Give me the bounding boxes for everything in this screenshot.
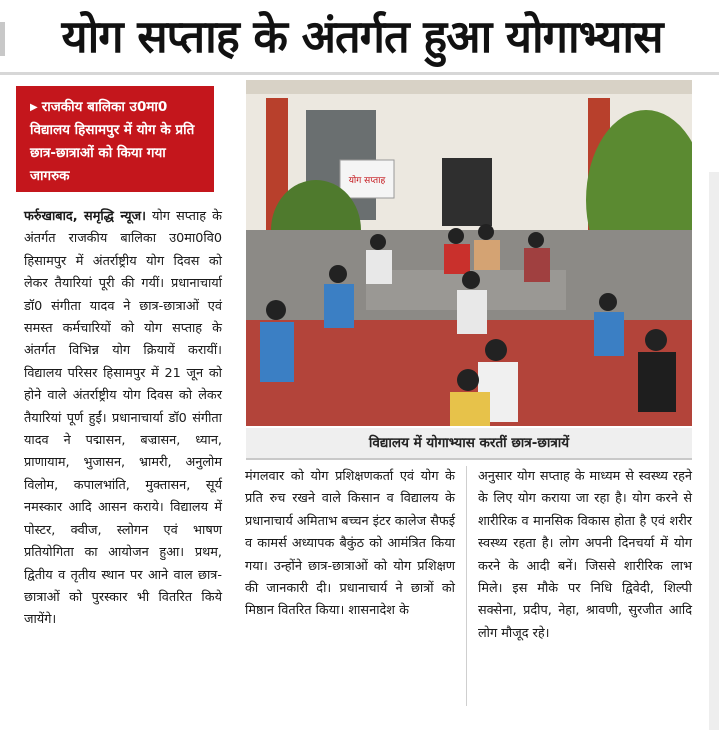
headline-rule [0,72,719,75]
page-edge-shadow [709,172,719,730]
article-column-2: मंगलवार को योग प्रशिक्षणकर्ता एवं योग के प्रति रुच रखने वाले किसान व विद्यालय के प्रधानाचार्य अमिताभ बच्चन इंटर कालेज सैफई व कामर्स अध्यापक बैकुंठ को आमंत्रित किया गया। उन्होंने छात्र-छात्राओं को योग प्रशिक्षण की जानकारी दी। प्रधानाचार्य ने छात्रों को मिष्ठान वितरित किया। शासनादेश के [245,469,455,619]
dateline: फर्रुखाबाद, समृद्धि न्यूज। [24,209,146,224]
headline: योग सप्ताह के अंतर्गत हुआ योगाभ्यास [61,10,663,63]
highlight-text: राजकीय बालिका उ0मा0 विद्यालय हिसामपुर में योग के प्रति छात्र-छात्राओं को किया गया जागरुक [30,99,195,184]
article-text-1: योग सप्ताह के अंतर्गत राजकीय बालिका उ0मा0वि0 हिसामपुर में अंतर्राष्ट्रीय योग दिवस को लेकर तैयारियां पूरी की गयीं। प्रधानाचार्या डॉ0 संगीता यादव ने छात्र-छात्राओं एवं समस्त कर्मचारियों को योग सप्ताह के अंतर्गत विभिन्न योग क्रियायें करायीं। विद्यालय परिसर हिसामपुर में 21 जून को होने वाले अंतर्राष्ट्रीय योग दिवस को लेकर तैयारियां पूर्ण हुईं। प्रधानाचार्या डॉ0 संगीता यादव ने पद्मासन, बज्रासन, ध्यान, प्राणायाम, भुजासन, भ्रामरी, अनुलोम विलोम, कपालभांति, मुक्तासन, सूर्य नमस्कार आदि आसन कराये। विद्यालय में पोस्टर, क्वीज, स्लोगन एवं भाषण प्रतियोगिता का आयोजन हुआ। प्रथम, द्वितीय व तृतीय स्थान पर आने वाल छात्र-छात्राओं को पुरस्कार भी वितरित किये जायेंगे। [24,209,223,628]
article-column-1 [24,206,222,632]
highlight-box [16,86,214,192]
column-divider [466,466,467,706]
photo-caption: विद्यालय में योगाभ्यास करतीं छात्र-छात्रायें [246,428,692,460]
article-column-3: अनुसार योग सप्ताह के माध्यम से स्वस्थ्य रहने के लिए योग कराया जा रहा है। योग करने से शारीरिक व मानसिक विकास होता है एवं शरीर स्वस्थ्य रहता है। लोग अपनी दिनचर्या में योग करने के आदी बनें। जिससे शारीरिक लाभ मिले। इस मौके पर निधि द्विवेदी, शिल्पी सक्सेना, प्रदीप, नेहा, श्रावणी, सुरजीत आदि लोग मौजूद रहे। [478,469,692,641]
photo-banner-text: योग सप्ताह [348,176,386,186]
news-photo [246,80,692,426]
page-edge-mark [0,22,5,56]
triangle-icon: ▶ [30,102,38,113]
yoga-photo-illustration [246,80,692,426]
